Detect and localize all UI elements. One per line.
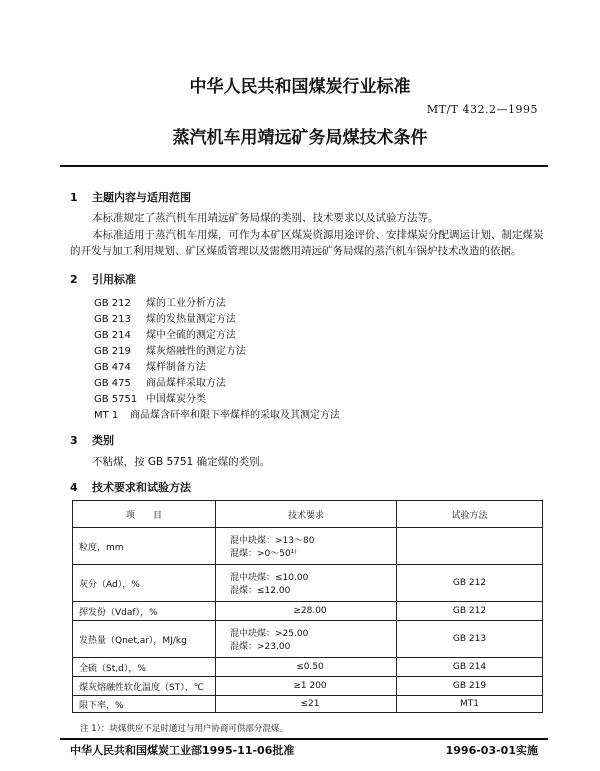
section-number: 1 [70,191,78,204]
top-rule [60,165,548,167]
row-item: 发热量（Qnet,ar），MJ/kg [73,621,216,658]
reference-code: GB 474 [94,362,131,373]
reference-item [94,358,206,373]
section-1-heading [70,189,191,205]
reference-item [94,406,340,421]
reference-code: GB 475 [94,378,131,389]
requirement-line: 混煤：≤12.00 [230,586,291,596]
bottom-rule [60,738,548,740]
section-3-paragraph: 不粘煤，按 GB 5751 确定煤的类别。 [92,456,271,468]
reference-item [94,294,226,309]
implementation-date: 1996-03-01实施 [445,744,538,757]
row-test-method: GB 212 [397,602,543,621]
reference-code: GB 214 [94,330,131,341]
row-requirement: ≤0.50 [216,658,397,677]
row-test-method: GB 214 [397,658,543,677]
table-footnote: 注 1）：块煤供应不足时通过与用户协商可供部分混煤。 [80,724,288,734]
reference-code: GB 5751 [94,394,138,405]
row-item: 粒度，mm [73,528,216,565]
header-requirement: 技术要求 [216,501,397,528]
reference-name: 商品煤含矸率和限下率煤样的采取及其测定方法 [130,410,340,421]
reference-code: GB 213 [94,314,131,325]
table-row [73,677,543,696]
section-2-heading [70,271,136,287]
standard-title: 中华人民共和国煤炭行业标准 [189,77,411,97]
table-row [73,658,543,677]
section-number: 2 [70,273,78,286]
header-item: 项 目 [73,501,216,528]
requirement-line: 混中块煤：≤10.00 [230,573,309,583]
section-3-heading [70,432,114,448]
row-requirement: ≥28.00 [216,602,397,621]
section-1-paragraph-2: 本标准适用于蒸汽机车用煤，可作为本矿区煤炭资源用途评价、安排煤炭分配调运计划、制定煤炭的开发与加工利用规划、矿区煤质管理以及需燃用靖远矿务局煤的蒸汽机车锅炉技术改造的依据。 [70,229,544,257]
reference-name: 煤样制备方法 [146,362,206,373]
reference-code: GB 212 [94,298,131,309]
reference-item [94,374,226,389]
row-item: 全硫（St,d），% [73,658,216,677]
row-test-method: MT1 [397,696,543,713]
section-title: 类别 [92,434,114,447]
requirement-line: 混煤：>0～50¹⁾ [230,549,297,559]
row-requirement [216,528,397,565]
row-requirement [216,565,397,602]
reference-item [94,390,206,405]
technical-requirements-table [72,500,543,713]
table-row [73,602,543,621]
row-item: 限下率，% [73,696,216,713]
section-title: 引用标准 [92,273,136,286]
row-test-method: GB 212 [397,565,543,602]
row-requirement: ≥1 200 [216,677,397,696]
table-row [73,696,543,713]
reference-name: 煤的发热量测定方法 [146,314,236,325]
row-test-method: GB 219 [397,677,543,696]
requirement-line: 混中块煤：>25.00 [230,629,309,639]
reference-item [94,326,236,341]
reference-name: 煤的工业分析方法 [146,298,226,309]
row-requirement: ≤21 [216,696,397,713]
table-header-row [73,501,543,528]
row-item: 灰分（Ad），% [73,565,216,602]
reference-item [94,310,236,325]
header-test-method: 试验方法 [397,501,543,528]
table-row [73,528,543,565]
reference-name: 煤灰熔融性的测定方法 [146,346,246,357]
standard-code: MT/T 432.2—1995 [426,103,538,116]
reference-code: GB 219 [94,346,131,357]
section-number: 3 [70,434,78,447]
row-test-method: GB 213 [397,621,543,658]
issuer-approval: 中华人民共和国煤炭工业部1995-11-06批准 [70,744,295,757]
section-4-heading [70,479,191,495]
requirement-line: 混煤：>23.00 [230,642,291,652]
row-item: 挥发份（Vdaf），% [73,602,216,621]
row-test-method [397,528,543,565]
row-item: 煤灰熔融性软化温度（ST），℃ [73,677,216,696]
reference-name: 煤中全硫的测定方法 [146,330,236,341]
section-number: 4 [70,481,78,494]
requirement-line: 混中块煤：>13～80 [230,536,315,546]
reference-name: 中国煤炭分类 [146,394,206,405]
section-1-paragraph-1: 本标准规定了蒸汽机车用靖远矿务局煤的类别、技术要求以及试验方法等。 [92,212,439,224]
row-requirement [216,621,397,658]
table-row [73,565,543,602]
table-row [73,621,543,658]
reference-item [94,342,246,357]
reference-code: MT 1 [94,410,119,421]
section-title: 主题内容与适用范围 [92,191,191,204]
reference-name: 商品煤样采取方法 [146,378,226,389]
document-title: 蒸汽机车用靖远矿务局煤技术条件 [172,128,428,148]
section-title: 技术要求和试验方法 [92,481,191,494]
